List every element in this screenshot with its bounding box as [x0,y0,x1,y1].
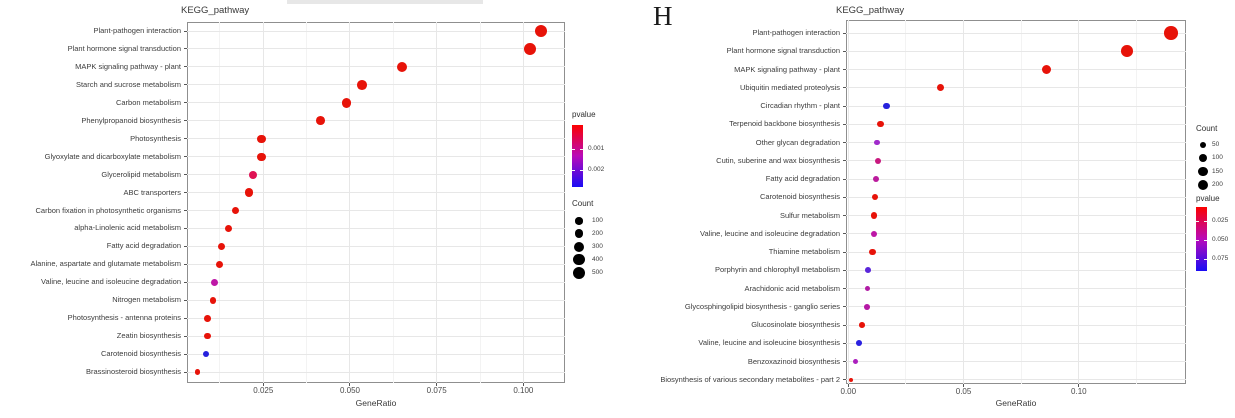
major-gridline [848,20,849,384]
colorbar-tick [580,149,583,150]
data-point-dot [856,340,862,346]
category-gridline [846,51,1186,52]
category-gridline [187,354,565,355]
category-gridline [846,33,1186,34]
pvalue-colorbar [1196,207,1207,271]
colorbar-tick [1196,221,1199,222]
y-axis-tick [843,33,846,34]
y-axis-category-label: Ubiquitin mediated proteolysis [739,82,840,92]
y-axis-tick [843,87,846,88]
count-legend-circle [1199,154,1207,162]
colorbar-tick [1204,221,1207,222]
y-axis-tick [184,336,187,337]
pvalue-tick-label: 0.002 [588,166,605,174]
y-axis-category-label: Valine, leucine and isoleucine degradation [41,277,181,287]
x-tick-label: 0.10 [1071,387,1087,396]
y-axis-category-label: MAPK signaling pathway - plant [75,61,181,71]
y-axis-category-label: Photosynthesis - antenna proteins [67,313,181,323]
count-legend-label: 100 [1212,154,1223,162]
chart-title: KEGG_pathway [181,5,250,16]
y-axis-tick [843,288,846,289]
y-axis-category-label: Terpenoid backbone biosynthesis [729,119,840,129]
category-gridline [846,197,1186,198]
y-axis-tick [843,233,846,234]
y-axis-category-label: Benzoxazinoid biosynthesis [747,356,840,366]
data-point-dot [1164,26,1178,40]
pvalue-tick-label: 0.075 [1212,254,1229,262]
data-point-dot [871,212,877,218]
y-axis-tick [184,300,187,301]
count-legend-label: 500 [592,268,603,276]
category-gridline [846,379,1186,380]
y-axis-category-label: Fatty acid degradation [106,241,181,251]
y-axis-tick [843,51,846,52]
minor-gridline [905,20,906,384]
count-legend-circle [1198,167,1207,176]
y-axis-category-label: Glycosphingolipid biosynthesis - ganglio series [684,301,840,311]
chart-title: KEGG_pathway [836,5,905,16]
y-axis-category-label: MAPK signaling pathway - plant [734,64,840,74]
y-axis-tick [843,252,846,253]
y-axis-tick [843,379,846,380]
count-legend-label: 50 [1212,141,1220,148]
y-axis-category-label: Porphyrin and chlorophyll metabolism [714,265,840,275]
x-tick-label: 0.100 [513,386,534,395]
data-point-dot [873,176,879,182]
major-gridline [963,20,964,384]
y-axis-tick [843,325,846,326]
category-gridline [846,179,1186,180]
y-axis-tick [843,106,846,107]
category-gridline [846,87,1186,88]
y-axis-category-label: Plant hormone signal transduction [67,43,181,53]
y-axis-category-label: Arachidonic acid metabolism [744,283,840,293]
y-axis-category-label: Carotenoid biosynthesis [759,192,840,202]
category-gridline [846,160,1186,161]
y-axis-category-label: Starch and sucrose metabolism [75,79,181,89]
pvalue-tick-label: 0.025 [1212,217,1229,225]
category-gridline [187,336,565,337]
y-axis-category-label: Carotenoid biosynthesis [100,349,181,359]
category-gridline [846,142,1186,143]
y-axis-tick [843,270,846,271]
y-axis-category-label: Thiamine metabolism [768,247,840,256]
y-axis-category-label: Biosynthesis of various secondary metabolites - part 2 [660,374,840,384]
category-gridline [846,343,1186,344]
y-axis-category-label: Plant-pathogen interaction [752,28,840,37]
category-gridline [846,124,1186,125]
colorbar-tick [1204,259,1207,260]
x-tick-label: 0.05 [955,387,972,396]
y-axis-tick [184,372,187,373]
category-gridline [846,252,1186,253]
pvalue-legend-title: pvalue [572,110,596,119]
data-point-dot [883,103,890,110]
y-axis-category-label: Valine, leucine and isoleucine degradation [700,228,840,238]
data-point-dot [869,249,875,255]
y-axis-category-label: Plant-pathogen interaction [93,26,181,35]
y-axis-tick [843,142,846,143]
y-axis-category-label: Photosynthesis [130,133,181,143]
count-legend-label: 300 [592,242,603,250]
y-axis-category-label: Cutin, suberine and wax biosynthesis [716,155,840,165]
x-tick-label: 0.00 [840,387,857,396]
minor-gridline [1136,20,1137,384]
y-axis-category-label: alpha-Linolenic acid metabolism [74,223,181,233]
category-gridline [846,306,1186,307]
data-point-dot [859,322,865,328]
y-axis-category-label: Phenylpropanoid biosynthesis [81,115,181,125]
y-axis-category-label: Glyoxylate and dicarboxylate metabolism [44,151,181,161]
y-axis-tick [843,361,846,362]
y-axis-tick [843,160,846,161]
colorbar-tick [1196,259,1199,260]
major-gridline [1078,20,1079,384]
y-axis-category-label: Fatty acid degradation [765,174,840,183]
y-axis-category-label: Sulfur metabolism [779,210,840,220]
colorbar-tick [1204,240,1207,241]
x-tick-label: 0.050 [339,386,360,395]
pvalue-tick-label: 0.001 [588,144,605,152]
colorbar-tick [580,170,583,171]
pvalue-tick-label: 0.050 [1212,236,1229,244]
data-point-dot [853,359,858,364]
y-axis-category-label: Other glycan degradation [755,137,840,147]
category-gridline [846,215,1186,216]
count-legend-title: Count [1196,124,1218,133]
y-axis-category-label: Carbon metabolism [115,97,181,107]
y-axis-category-label: Carbon fixation in photosynthetic organisms [35,205,181,215]
pvalue-legend-title: pvalue [1196,194,1220,203]
panel-label-h: H [653,1,673,31]
count-legend-title: Count [572,199,594,208]
y-axis-category-label: Valine, leucine and isoleucine biosynthesis [698,338,840,348]
colorbar-tick [1196,240,1199,241]
y-axis-category-label: Circadian rhythm - plant [760,101,840,110]
data-point-dot [864,304,870,310]
y-axis-tick [843,69,846,70]
category-gridline [187,300,565,301]
y-axis-tick [843,306,846,307]
data-point-dot [871,231,877,237]
y-axis-tick [843,124,846,125]
count-legend-label: 200 [1212,181,1223,189]
category-gridline [187,318,565,319]
category-gridline [187,372,565,373]
y-axis-category-label: Zeatin biosynthesis [116,331,181,341]
x-axis-label: GeneRatio [995,398,1037,408]
y-axis-category-label: Alanine, aspartate and glutamate metabolism [30,259,181,269]
category-gridline [846,361,1186,362]
category-gridline [846,233,1186,234]
count-legend-label: 150 [1212,167,1223,175]
x-axis-label: GeneRatio [355,398,397,408]
y-axis-category-label: Glucosinolate biosynthesis [751,320,840,329]
y-axis-tick [843,343,846,344]
y-axis-tick [184,318,187,319]
count-legend-label: 100 [592,217,603,224]
x-tick-label: 0.025 [253,386,274,395]
y-axis-category-label: Plant hormone signal transduction [726,46,840,56]
cropped-artifact-bar [287,0,483,4]
category-gridline [846,106,1186,107]
count-legend-label: 400 [592,255,603,263]
y-axis-category-label: Glycerolipid metabolism [101,169,181,179]
count-legend-circle [1200,142,1206,148]
colorbar-tick [572,170,575,171]
y-axis-category-label: ABC transporters [123,187,181,197]
y-axis-tick [843,179,846,180]
category-gridline [846,69,1186,70]
y-axis-tick [843,197,846,198]
y-axis-tick [843,215,846,216]
y-axis-category-label: Nitrogen metabolism [112,295,181,305]
count-legend-circle [1198,180,1208,190]
category-gridline [846,270,1186,271]
y-axis-category-label: Brassinosteroid biosynthesis [85,367,181,377]
x-tick-label: 0.075 [426,386,447,395]
y-axis-tick [184,354,187,355]
count-legend-label: 200 [592,229,603,237]
colorbar-tick [572,149,575,150]
minor-gridline [1021,20,1022,384]
category-gridline [846,325,1186,326]
data-point-dot [877,121,883,127]
category-gridline [846,288,1186,289]
